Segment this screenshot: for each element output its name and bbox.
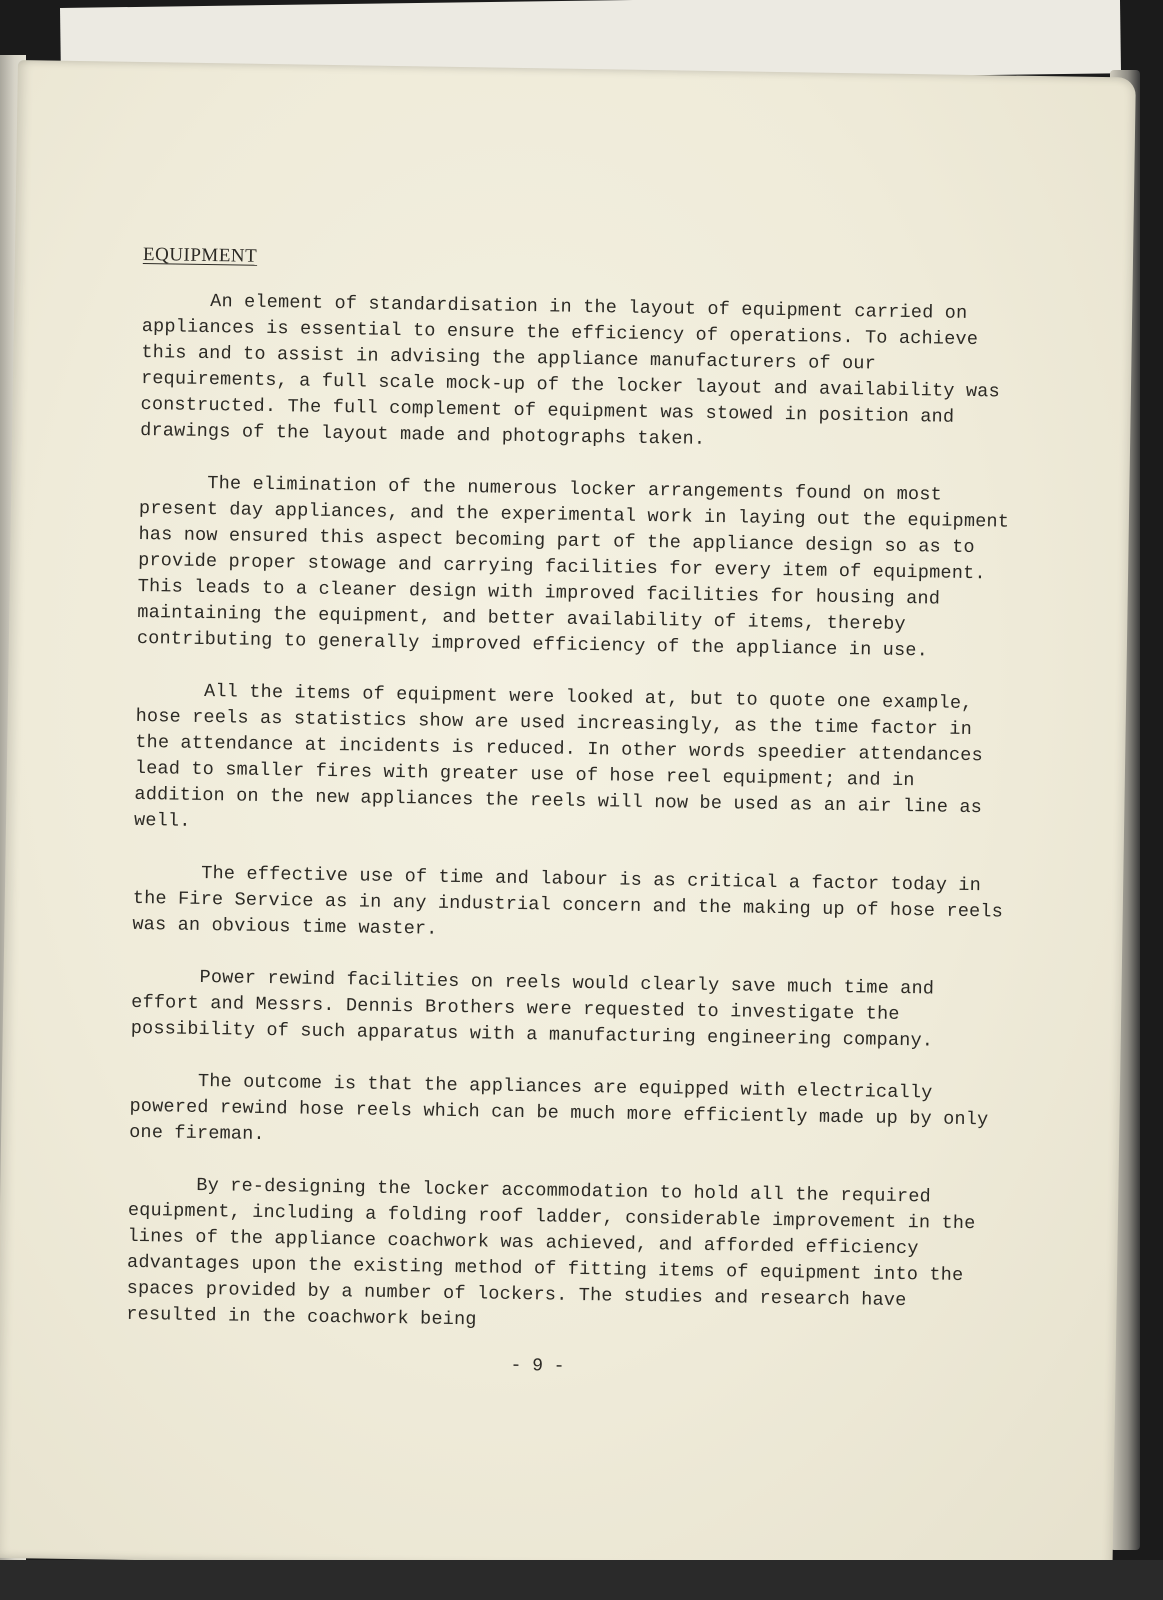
scan-background-strip bbox=[0, 1560, 1163, 1600]
paragraph-3: All the items of equipment were looked at, but to quote one example, hose reels as statistics show are used increasingly, as the time factor in the attendance at incidents is reduced. In other words speedier attendances lead to smaller fires with greater use of hose reel equipment; and in addition on the new appliances the reels will now be used as an air line as well. bbox=[133, 681, 983, 832]
paragraph-2: The elimination of the numerous locker arrangements found on most present day appliances, and the experimental work in laying out the equipment has now ensured this aspect becoming part of the appliance design so as to provide proper stowage and carrying facilities for every item of equipment. This leads to a cleaner design with improved facilities for housing and maintaining the equipment, and better availability of items, thereby contributing to generally improved efficiency of the appliance in use. bbox=[136, 473, 1010, 662]
section-heading: EQUIPMENT bbox=[142, 243, 258, 267]
paragraph-4: The effective use of time and labour is as critical a factor today in the Fire Service as in any industrial concern and the making up of hose reels was an obvious time waster. bbox=[132, 862, 1004, 940]
paragraph-1: An element of standardisation in the layout of equipment carried on appliances is essential to ensure the efficiency of operations. To achieve this and to assist in advising the appliance manufacturers of our requirements, a full scale mock-up of the locker layout and availability was constructed. The full complement of equipment was stowed in position and drawings of the layout made and photographs taken. bbox=[140, 291, 1001, 450]
paragraph-5: Power rewind facilities on reels would clearly save much time and effort and Messrs. Dennis Brothers were requested to investigate the possibility of such apparatus with a manufacturing engineering company. bbox=[130, 966, 935, 1052]
paragraph-7: By re-designing the locker accommodation to hold all the required equipment, including a folding roof ladder, considerable improvement in the lines of the appliance coachwork was achieved, and afforded efficiency advantages upon the existing method of fitting items of equipment into the spaces provided by a number of lockers. The studies and research have resulted in the coachwork being bbox=[126, 1174, 976, 1331]
page-number: - 9 - bbox=[510, 1355, 565, 1377]
page-body bbox=[126, 242, 1023, 1368]
document-page bbox=[0, 60, 1136, 1575]
paragraph-6: The outcome is that the appliances are equipped with electrically powered rewind hose reels which can be much more efficiently made up by only one fireman. bbox=[129, 1070, 989, 1146]
